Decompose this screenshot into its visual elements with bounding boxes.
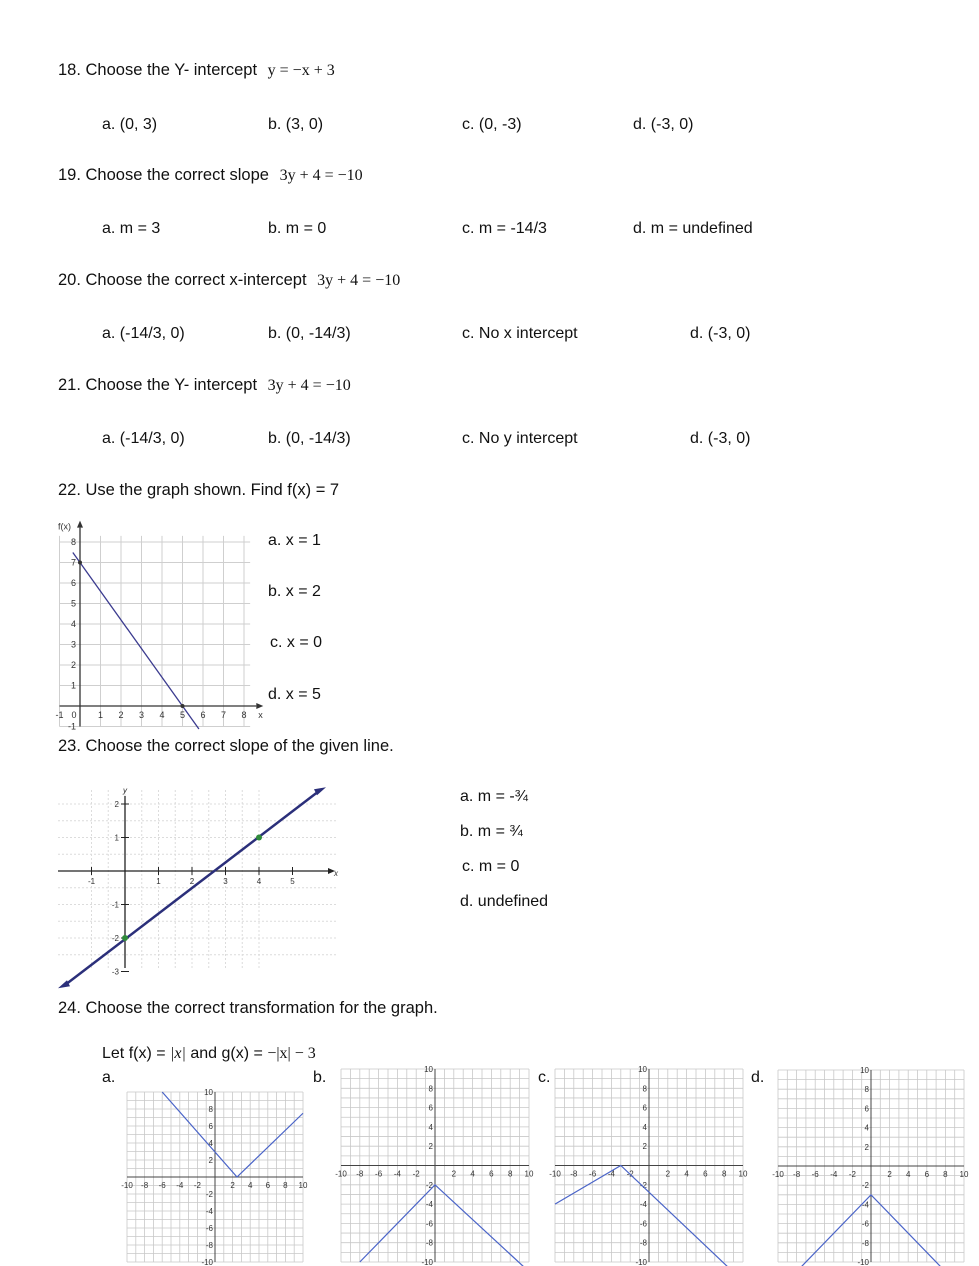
x-tick-label: 4 — [470, 1169, 475, 1179]
x-tick-label: -8 — [356, 1169, 364, 1179]
y-tick-label: -4 — [205, 1207, 213, 1216]
q24-graph-content — [549, 1065, 748, 1266]
x-tick-label: -8 — [793, 1170, 801, 1179]
q23-choice-b[interactable]: b. m = ¾ — [460, 823, 523, 840]
x-tick-label: -4 — [393, 1169, 401, 1179]
y-tick-label: 3 — [70, 639, 76, 650]
y-tick-label: 6 — [864, 1104, 869, 1114]
question-24-text: 24. Choose the correct transformation for the graph. — [58, 999, 438, 1017]
y-tick-label: -8 — [425, 1238, 433, 1248]
q22-choice-a[interactable]: a. x = 1 — [268, 532, 321, 549]
q24-graph-content — [772, 1066, 969, 1266]
q20-choice-d[interactable]: d. (-3, 0) — [690, 325, 751, 342]
y-tick-label: -2 — [639, 1180, 647, 1190]
q18-choice-a[interactable]: a. (0, 3) — [102, 116, 158, 133]
y-tick-label: 8 — [208, 1105, 213, 1114]
x-tick-label: 7 — [220, 710, 227, 720]
y-tick-label: 4 — [70, 619, 76, 629]
q24-graph-content — [121, 1088, 308, 1266]
q24-graph-c — [545, 1063, 755, 1266]
q22-grid — [60, 536, 251, 727]
q24-choice-a[interactable]: a. — [102, 1069, 116, 1086]
y-tick-label: 8 — [70, 537, 76, 547]
q24-g-expression: −|x| − 3 — [267, 1045, 316, 1062]
y-tick-label: -4 — [639, 1200, 647, 1210]
x-tick-label: 2 — [665, 1169, 671, 1179]
y-tick-label: 2 — [864, 1142, 869, 1152]
x-tick-label: -2 — [848, 1170, 856, 1179]
x-tick-label: 8 — [241, 710, 247, 720]
q24-choice-d[interactable]: d. — [751, 1069, 765, 1086]
x-tick-label: 10 — [959, 1170, 969, 1179]
data-point — [122, 935, 128, 941]
y-tick-label: 4 — [428, 1122, 433, 1132]
q23-choice-c[interactable]: c. m = 0 — [462, 858, 520, 875]
q18-choice-c[interactable]: c. (0, -3) — [462, 116, 522, 133]
y-tick-label: 8 — [428, 1084, 433, 1094]
q19-choice-a[interactable]: a. m = 3 — [102, 220, 161, 237]
x-tick-label: 5 — [290, 877, 295, 886]
y-tick-label: -10 — [857, 1258, 869, 1266]
x-tick-label: 1 — [97, 710, 104, 720]
y-tick-label: -6 — [639, 1219, 647, 1229]
question-18 — [58, 61, 335, 80]
y-tick-label: 4 — [642, 1122, 647, 1132]
x-tick-label: -2 — [412, 1169, 420, 1179]
x-tick-label: -6 — [158, 1181, 166, 1190]
question-19 — [58, 166, 363, 185]
x-tick-label: 2 — [230, 1181, 235, 1190]
x-tick-label: 4 — [247, 1181, 253, 1190]
x-tick-label: -6 — [375, 1169, 383, 1179]
x-tick-label: -2 — [193, 1181, 201, 1190]
x-tick-label: 10 — [298, 1181, 308, 1190]
y-tick-label: 7 — [70, 557, 76, 568]
y-tick-label: 1 — [114, 833, 119, 843]
q23-graph — [56, 786, 340, 977]
y-tick-label: -2 — [861, 1181, 869, 1191]
y-tick-label: 6 — [642, 1103, 647, 1113]
x-tick-label: 8 — [507, 1169, 513, 1179]
x-tick-label: -8 — [570, 1169, 578, 1179]
question-20-equation: 3y + 4 = −10 — [317, 272, 401, 289]
question-21-equation: 3y + 4 = −10 — [267, 377, 351, 394]
q23-choice-d[interactable]: d. undefined — [460, 893, 549, 910]
y-axis-label: f(x) — [58, 521, 71, 532]
x-tick-label: 6 — [489, 1169, 494, 1179]
x-tick-label: -4 — [176, 1181, 184, 1190]
x-tick-label: 2 — [887, 1170, 892, 1179]
q20-choice-b[interactable]: b. (0, -14/3) — [268, 325, 351, 342]
y-tick-label: -1 — [67, 721, 76, 732]
x-tick-label: -1 — [55, 710, 64, 720]
q21-choice-c[interactable]: c. No y intercept — [462, 430, 578, 447]
x-tick-label: 8 — [283, 1181, 288, 1190]
y-tick-label: -1 — [111, 900, 119, 910]
y-tick-label: -10 — [421, 1258, 433, 1266]
y-tick-label: 2 — [114, 800, 119, 809]
q22-choice-d[interactable]: d. x = 5 — [268, 686, 321, 703]
line-series — [66, 790, 320, 984]
y-tick-label: -2 — [205, 1190, 213, 1199]
y-tick-label: 10 — [424, 1065, 433, 1074]
x-tick-label: 2 — [451, 1169, 457, 1179]
question-23-text: 23. Choose the correct slope of the given line. — [58, 737, 394, 755]
x-axis-label: x — [334, 869, 338, 878]
x-tick-label: -10 — [772, 1170, 784, 1179]
x-tick-label: -10 — [335, 1169, 347, 1179]
y-tick-label: 2 — [428, 1142, 433, 1152]
y-tick-label: 1 — [70, 680, 76, 691]
x-tick-label: -6 — [589, 1169, 597, 1179]
x-axis-arrow — [256, 703, 263, 709]
y-tick-label: 8 — [642, 1084, 647, 1094]
y-tick-label: -10 — [635, 1258, 647, 1266]
y-axis-label: y — [123, 786, 127, 795]
y-tick-label: 10 — [638, 1065, 647, 1074]
q21-choice-d[interactable]: d. (-3, 0) — [690, 430, 751, 447]
q24-graph-a — [117, 1086, 315, 1266]
question-20 — [58, 271, 400, 290]
question-18-text: 18. Choose the Y- intercept — [58, 61, 258, 79]
x-tick-label: 8 — [721, 1169, 727, 1179]
x-tick-label: 6 — [265, 1181, 271, 1190]
x-tick-label: 6 — [200, 710, 206, 720]
y-tick-label: -6 — [425, 1219, 433, 1229]
y-tick-label: -6 — [861, 1219, 869, 1229]
y-tick-label: 5 — [70, 598, 76, 609]
q19-choice-b[interactable]: b. m = 0 — [268, 220, 327, 237]
question-21-text: 21. Choose the Y- intercept — [58, 376, 258, 394]
x-tick-label: -6 — [811, 1170, 819, 1179]
q22-choice-c[interactable]: c. x = 0 — [270, 634, 323, 651]
question-21 — [58, 376, 351, 395]
q24-let-prefix: Let f(x) = — [102, 1045, 171, 1062]
data-point — [256, 835, 262, 841]
y-tick-label: 4 — [864, 1123, 869, 1133]
line-series — [70, 552, 199, 729]
q24-and-g: and g(x) = — [185, 1045, 268, 1062]
y-tick-label: 6 — [428, 1103, 433, 1113]
q24-graph-b — [331, 1063, 541, 1266]
x-tick-label: 5 — [179, 710, 186, 720]
x-tick-label: -8 — [141, 1181, 149, 1190]
x-axis-label: x — [258, 710, 263, 720]
y-tick-label: -2 — [425, 1180, 433, 1190]
x-tick-label: 3 — [223, 877, 228, 886]
y-tick-label: 2 — [208, 1156, 213, 1165]
q20-choice-c[interactable]: c. No x intercept — [462, 325, 578, 342]
y-tick-label: 6 — [208, 1122, 213, 1131]
y-tick-label: -4 — [425, 1200, 433, 1210]
y-tick-label: -3 — [111, 967, 119, 977]
x-tick-label: -10 — [121, 1181, 133, 1190]
q24-choice-c[interactable]: c. — [538, 1069, 551, 1086]
y-tick-label: -8 — [205, 1241, 213, 1250]
x-tick-label: 0 — [71, 710, 77, 720]
q20-choice-a[interactable]: a. (-14/3, 0) — [102, 325, 185, 342]
x-tick-label: 2 — [189, 877, 195, 886]
x-tick-label: -1 — [87, 877, 96, 886]
q24-choice-b[interactable]: b. — [313, 1069, 327, 1086]
q24-graph-d — [768, 1064, 976, 1266]
q22-line — [70, 552, 199, 729]
q22-choice-b[interactable]: b. x = 2 — [268, 583, 321, 600]
x-tick-label: -4 — [830, 1170, 838, 1179]
q23-choice-a[interactable]: a. m = -¾ — [460, 788, 529, 805]
q18-choice-b[interactable]: b. (3, 0) — [268, 116, 324, 133]
x-tick-label: 10 — [524, 1169, 534, 1179]
q22-tick-labels — [55, 522, 263, 732]
y-tick-label: -2 — [111, 934, 119, 943]
y-tick-label: 2 — [70, 660, 76, 670]
y-axis-arrow — [77, 521, 83, 528]
data-point — [78, 561, 82, 565]
x-tick-label: 4 — [256, 877, 262, 886]
x-tick-label: -4 — [607, 1169, 615, 1179]
x-tick-label: 2 — [118, 710, 124, 720]
y-tick-label: -4 — [861, 1200, 869, 1210]
question-19-text: 19. Choose the correct slope — [58, 166, 269, 184]
q21-choice-a[interactable]: a. (-14/3, 0) — [102, 430, 185, 447]
q24-graph-content — [335, 1065, 534, 1266]
q19-choice-c[interactable]: c. m = -14/3 — [462, 220, 547, 237]
question-18-equation: y = −x + 3 — [267, 62, 335, 79]
x-tick-label: 3 — [138, 710, 145, 720]
x-tick-label: 1 — [156, 877, 161, 886]
q22-graph — [52, 521, 267, 732]
x-tick-label: 6 — [703, 1169, 708, 1179]
q21-choice-b[interactable]: b. (0, -14/3) — [268, 430, 351, 447]
y-tick-label: -8 — [861, 1238, 869, 1248]
y-tick-label: 10 — [204, 1088, 213, 1097]
q24-function-definition — [102, 1045, 316, 1063]
y-tick-label: 6 — [70, 578, 76, 588]
x-tick-label: -10 — [549, 1169, 561, 1179]
q19-choice-d[interactable]: d. m = undefined — [633, 220, 753, 237]
x-tick-label: 8 — [943, 1170, 948, 1179]
x-tick-label: -2 — [626, 1169, 634, 1179]
y-tick-label: -6 — [205, 1224, 213, 1233]
x-tick-label: 4 — [905, 1170, 911, 1179]
y-tick-label: 4 — [208, 1139, 213, 1148]
y-tick-label: -8 — [639, 1238, 647, 1248]
y-tick-label: 10 — [860, 1066, 869, 1075]
y-tick-label: -10 — [201, 1258, 213, 1266]
question-20-text: 20. Choose the correct x-intercept — [58, 271, 307, 289]
x-tick-label: 4 — [159, 710, 165, 720]
x-tick-label: 6 — [924, 1170, 930, 1179]
data-point — [181, 704, 185, 708]
y-tick-label: 8 — [864, 1085, 869, 1095]
x-tick-label: 10 — [738, 1169, 748, 1179]
question-22-text: 22. Use the graph shown. Find f(x) = 7 — [58, 481, 340, 499]
y-tick-label: 2 — [642, 1142, 647, 1152]
question-19-equation: 3y + 4 = −10 — [279, 167, 363, 184]
q24-abs-x: |x| — [170, 1045, 186, 1062]
q18-choice-d[interactable]: d. (-3, 0) — [633, 116, 694, 133]
x-tick-label: 4 — [684, 1169, 689, 1179]
